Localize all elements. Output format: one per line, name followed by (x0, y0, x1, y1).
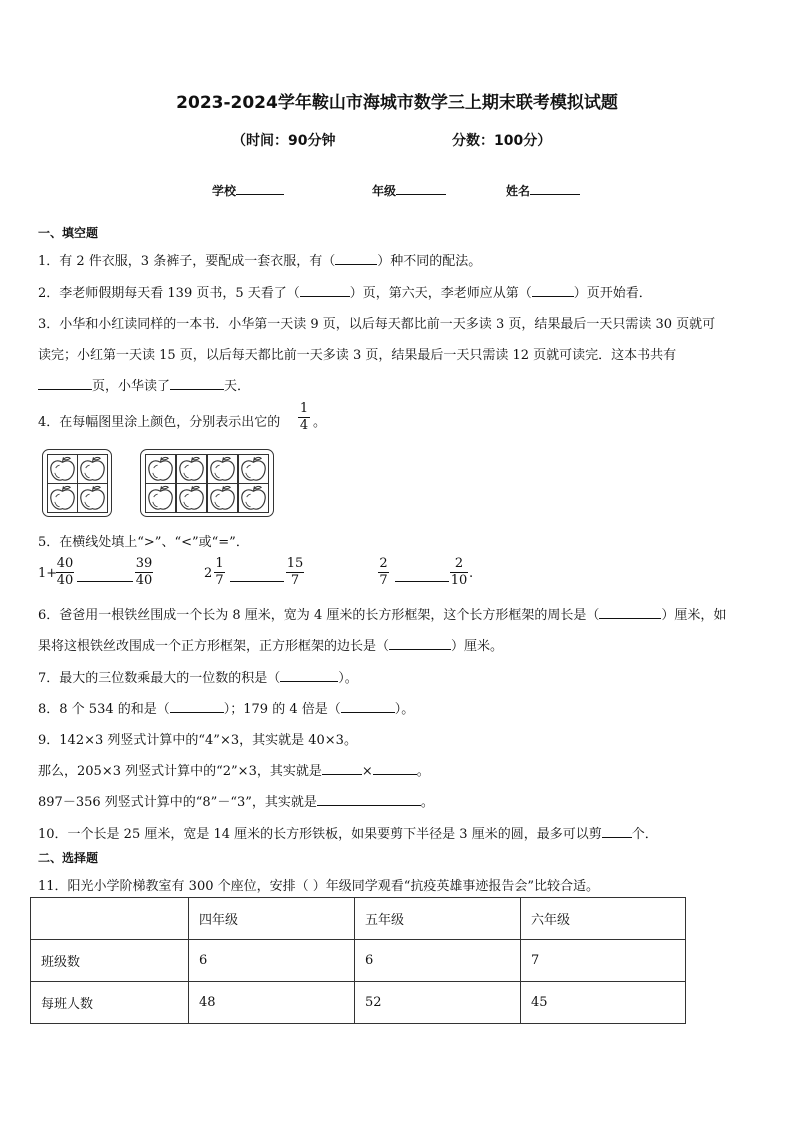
q1-blank[interactable] (335, 252, 377, 265)
q10-text-end: 个． (631, 827, 658, 842)
apple-cell[interactable] (77, 483, 108, 513)
apple-icon (177, 484, 206, 512)
q2-blank-1[interactable] (300, 284, 350, 297)
apple-cell[interactable] (207, 483, 238, 513)
table-header-row (31, 898, 686, 940)
section-fill-in: 一、填空题 (38, 226, 99, 240)
q4-fraction (298, 401, 310, 434)
apple-icon (239, 455, 268, 483)
table-row (31, 940, 686, 982)
apple-icon (208, 484, 237, 512)
apple-cell[interactable] (238, 483, 269, 513)
q3-text-mid: 页，小华读了 (92, 379, 171, 394)
q1-text: 1．有 2 件衣服，3 条裤子，要配成一套衣服，有（ (38, 254, 336, 269)
q4-text: 4．在每幅图里涂上颜色，分别表示出它的 (38, 415, 281, 430)
apple-figure-1[interactable] (42, 449, 112, 517)
table-cell: 52 (355, 982, 521, 1024)
table-row-label: 班级数 (31, 940, 189, 982)
q2-text: 2．李老师假期每天看 139 页书，5 天看了（ (38, 286, 300, 301)
q5-end: . (469, 566, 474, 581)
q6-text-end: ）厘米。 (451, 639, 504, 654)
apple-icon (177, 455, 206, 483)
q9-blank-2[interactable] (373, 762, 417, 775)
q9-end-3: 。 (420, 795, 434, 810)
apple-icon (146, 455, 175, 483)
question-6-line-2 (38, 635, 503, 654)
exam-time: （时间：90分钟 (232, 133, 336, 149)
frac-den: 7 (215, 573, 224, 588)
apple-cell[interactable] (145, 454, 176, 484)
q4-text-end: 。 (313, 415, 327, 430)
apple-cell[interactable] (238, 454, 269, 484)
frac-den: 40 (135, 573, 153, 588)
frac-den: 40 (56, 573, 74, 588)
apple-cell[interactable] (47, 454, 78, 484)
apple-icon (48, 484, 77, 512)
frac-num: 1 (215, 556, 224, 571)
question-7 (38, 667, 358, 686)
q9-blank-3[interactable] (317, 793, 421, 806)
q7-text: 7．最大的三位数乘最大的一位数的积是（ (38, 671, 281, 686)
table-header-cell: 六年级 (521, 898, 686, 940)
q4-frac-num: 1 (299, 401, 309, 416)
q9-end-2: 。 (416, 764, 430, 779)
q6-text: 6．爸爸用一根铁丝围成一个长为 8 厘米，宽为 4 厘米的长方形框架，这个长方形框架的周长是（ (38, 608, 600, 623)
q5-frac-f (450, 556, 468, 589)
q6-text-mid: ）厘米，如 (661, 608, 727, 623)
q3-text-end: 天． (224, 379, 251, 394)
school-blank[interactable] (236, 181, 284, 195)
q6-blank-2[interactable] (389, 637, 451, 650)
apple-cell[interactable] (176, 483, 207, 513)
apple-cell[interactable] (145, 483, 176, 513)
table-cell (31, 898, 189, 940)
frac-num: 2 (454, 556, 464, 571)
table-header-cell: 四年级 (189, 898, 355, 940)
q1-text-end: ）种不同的配法。 (377, 254, 482, 269)
page-title: 2023-2024学年鞍山市海城市数学三上期末联考模拟试题 (176, 93, 618, 113)
grade-blank[interactable] (396, 181, 446, 195)
table-cell: 7 (521, 940, 686, 982)
q7-blank[interactable] (280, 669, 338, 682)
apple-icon (78, 455, 107, 483)
q6-text-2: 果将这根铁丝改围成一个正方形框架，正方形框架的边长是（ (38, 639, 390, 654)
q9-times: × (361, 764, 373, 779)
apple-figure-2[interactable] (140, 449, 274, 517)
table-cell: 48 (189, 982, 355, 1024)
q10-text: 10．一个长是 25 厘米，宽是 14 厘米的长方形铁板，如果要剪下半径是 3 厘米的圆，最多可以剪 (38, 827, 602, 842)
apple-cell[interactable] (176, 454, 207, 484)
q9-blank-1[interactable] (322, 762, 362, 775)
frac-den: 10 (450, 573, 468, 588)
q5-frac-b (135, 556, 153, 589)
table-cell: 6 (355, 940, 521, 982)
q3-blank-1[interactable] (38, 377, 92, 390)
q8-blank-1[interactable] (170, 700, 224, 713)
q5-frac-e (378, 556, 389, 589)
q11-table (30, 897, 686, 1024)
exam-score: 分数：100分） (452, 133, 552, 149)
question-11: 11．阳光小学阶梯教室有 300 个座位，安排（ ）年级同学观看“抗疫英雄事迹报告会”比较合适。 (38, 879, 600, 894)
frac-den: 7 (290, 573, 300, 588)
question-2 (38, 282, 652, 301)
question-8 (38, 698, 414, 717)
question-10 (38, 823, 658, 842)
q8-text-end: ）。 (394, 702, 415, 717)
frac-num: 40 (56, 556, 74, 571)
apple-icon (78, 484, 107, 512)
table-cell: 6 (189, 940, 355, 982)
question-1 (38, 250, 481, 269)
question-3-line-3 (38, 375, 250, 394)
apple-icon (146, 484, 175, 512)
question-9-line-1: 9．142×3 列竖式计算中的“4”×3，其实就是 40×3。 (38, 733, 357, 748)
q2-text-mid: ）页，第六天，李老师应从第（ (349, 286, 532, 301)
name-label: 姓名 (506, 184, 531, 198)
question-3-line-1: 3．小华和小红读同样的一本书．小华第一天读 9 页，以后每天都比前一天多读 3 页，结果最后一天只需读 30 页就可 (38, 317, 716, 332)
apple-cell[interactable] (47, 483, 78, 513)
frac-den: 7 (379, 573, 388, 588)
q5-frac-c (214, 556, 225, 589)
q8-text: 8．8 个 534 的和是（ (38, 702, 170, 717)
apple-cell[interactable] (77, 454, 108, 484)
apple-icon (239, 484, 268, 512)
q4-frac-den: 4 (299, 418, 309, 433)
q9-text-2: 那么，205×3 列竖式计算中的“2”×3，其实就是 (38, 764, 322, 779)
q5-a-prefix: 1+ (38, 566, 58, 581)
q2-blank-2[interactable] (532, 284, 574, 297)
q5-blank-3[interactable] (395, 581, 449, 582)
frac-num: 15 (286, 556, 304, 571)
apple-icon (48, 455, 77, 483)
question-5: 5．在横线处填上“>”、“<”或“=”． (38, 535, 249, 550)
q5-frac-a (56, 556, 74, 589)
grade-field (372, 181, 446, 199)
question-3-line-2: 读完；小红第一天读 15 页，以后每天都比前一天多读 3 页，结果最后一天只需读 12 页就可读完．这本书共有 (38, 348, 677, 363)
q2-text-end: ）页开始看． (573, 286, 652, 301)
q5-blank-1[interactable] (77, 581, 133, 582)
q8-text-mid: ）；179 的 4 倍是（ (223, 702, 341, 717)
apple-cell[interactable] (207, 454, 238, 484)
q5-blank-2[interactable] (230, 581, 284, 582)
school-label: 学校 (212, 184, 237, 198)
frac-num: 39 (135, 556, 153, 571)
apple-icon (208, 455, 237, 483)
q10-blank[interactable] (602, 825, 632, 838)
q9-text-3: 897－356 列竖式计算中的“8”－“3”，其实就是 (38, 795, 317, 810)
q3-blank-2[interactable] (170, 377, 224, 390)
frac-num: 2 (379, 556, 388, 571)
section-multiple-choice: 二、选择题 (38, 851, 99, 865)
table-row-label: 每班人数 (31, 982, 189, 1024)
q6-blank-1[interactable] (599, 606, 661, 619)
q8-blank-2[interactable] (341, 700, 395, 713)
question-9-line-3 (38, 791, 434, 810)
name-field (506, 181, 580, 199)
q5-c-whole: 2 (204, 566, 213, 581)
question-4 (38, 411, 280, 430)
table-header-cell: 五年级 (355, 898, 521, 940)
school-field (212, 181, 284, 199)
q7-text-end: ）。 (338, 671, 358, 686)
table-row (31, 982, 686, 1024)
q5-frac-d (286, 556, 304, 589)
question-6-line-1 (38, 604, 726, 623)
grade-label: 年级 (372, 184, 397, 198)
question-9-line-2 (38, 760, 430, 779)
name-blank[interactable] (530, 181, 580, 195)
table-cell: 45 (521, 982, 686, 1024)
